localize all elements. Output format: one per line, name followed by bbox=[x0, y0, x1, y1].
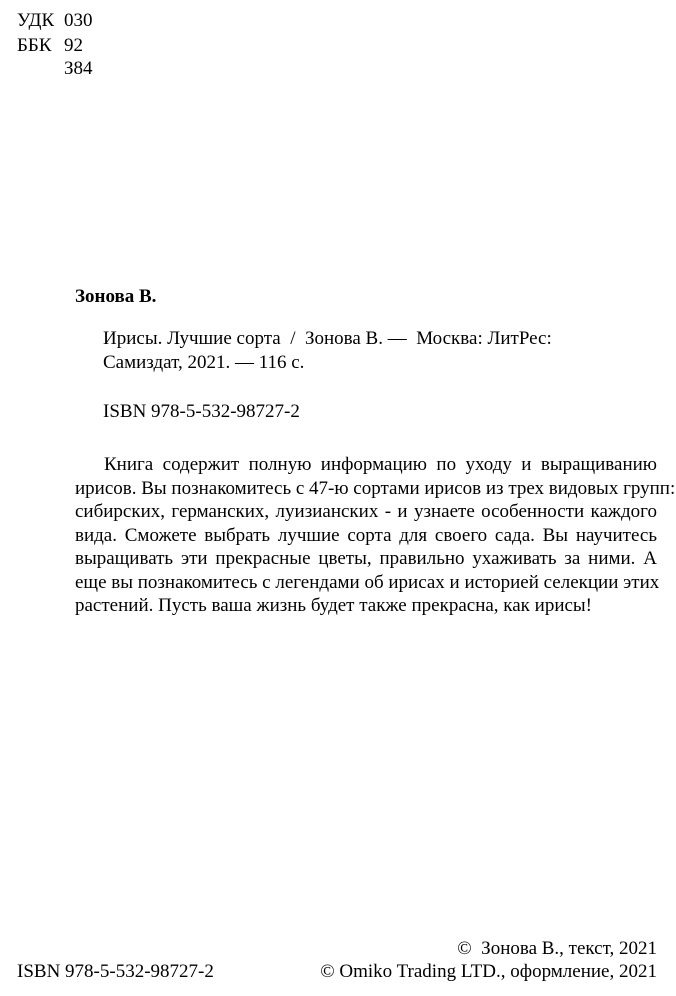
annotation-line: выращивать эти прекрасные цветы, правильно ухаживать за ними. А bbox=[75, 548, 657, 569]
author-mark: З84 bbox=[64, 58, 93, 79]
author-heading: Зонова В. bbox=[75, 286, 157, 307]
bibliographic-line-1: Ирисы. Лучшие сорта / Зонова В. — Москва: ЛитРес: bbox=[103, 328, 552, 349]
bbk-value: 92 bbox=[64, 35, 83, 56]
annotation-line: еще вы познакомитесь с легендами об ирисах и историей селекции этих bbox=[75, 571, 660, 593]
annotation-line: вида. Сможете выбрать лучшие сорта для своего сада. Вы научитесь bbox=[75, 524, 657, 546]
annotation-paragraph bbox=[75, 453, 676, 618]
bbk-label: ББК bbox=[17, 35, 52, 56]
isbn-footer: ISBN 978-5-532-98727-2 bbox=[17, 961, 214, 982]
annotation-line: Книга содержит полную информацию по уходу и выращиванию bbox=[104, 454, 657, 475]
annotation-line: растений. Пусть ваша жизнь будет также прекрасна, как ирисы! bbox=[75, 595, 593, 616]
udk-label: УДК bbox=[17, 10, 55, 31]
annotation-line: сибирских, германских, луизианских - и узнаете особенности каждого bbox=[75, 501, 657, 522]
copyright-text: © Зонова В., текст, 2021 bbox=[457, 938, 657, 959]
udk-value: 030 bbox=[64, 10, 93, 31]
copyright-design: © Omiko Trading LTD., оформление, 2021 bbox=[320, 961, 657, 982]
bibliographic-line-2: Самиздат, 2021. — 116 с. bbox=[103, 352, 305, 373]
isbn-main: ISBN 978-5-532-98727-2 bbox=[103, 401, 300, 422]
annotation-line: ирисов. Вы познакомитесь с 47-ю сортами ирисов из трех видовых групп: bbox=[75, 477, 676, 499]
